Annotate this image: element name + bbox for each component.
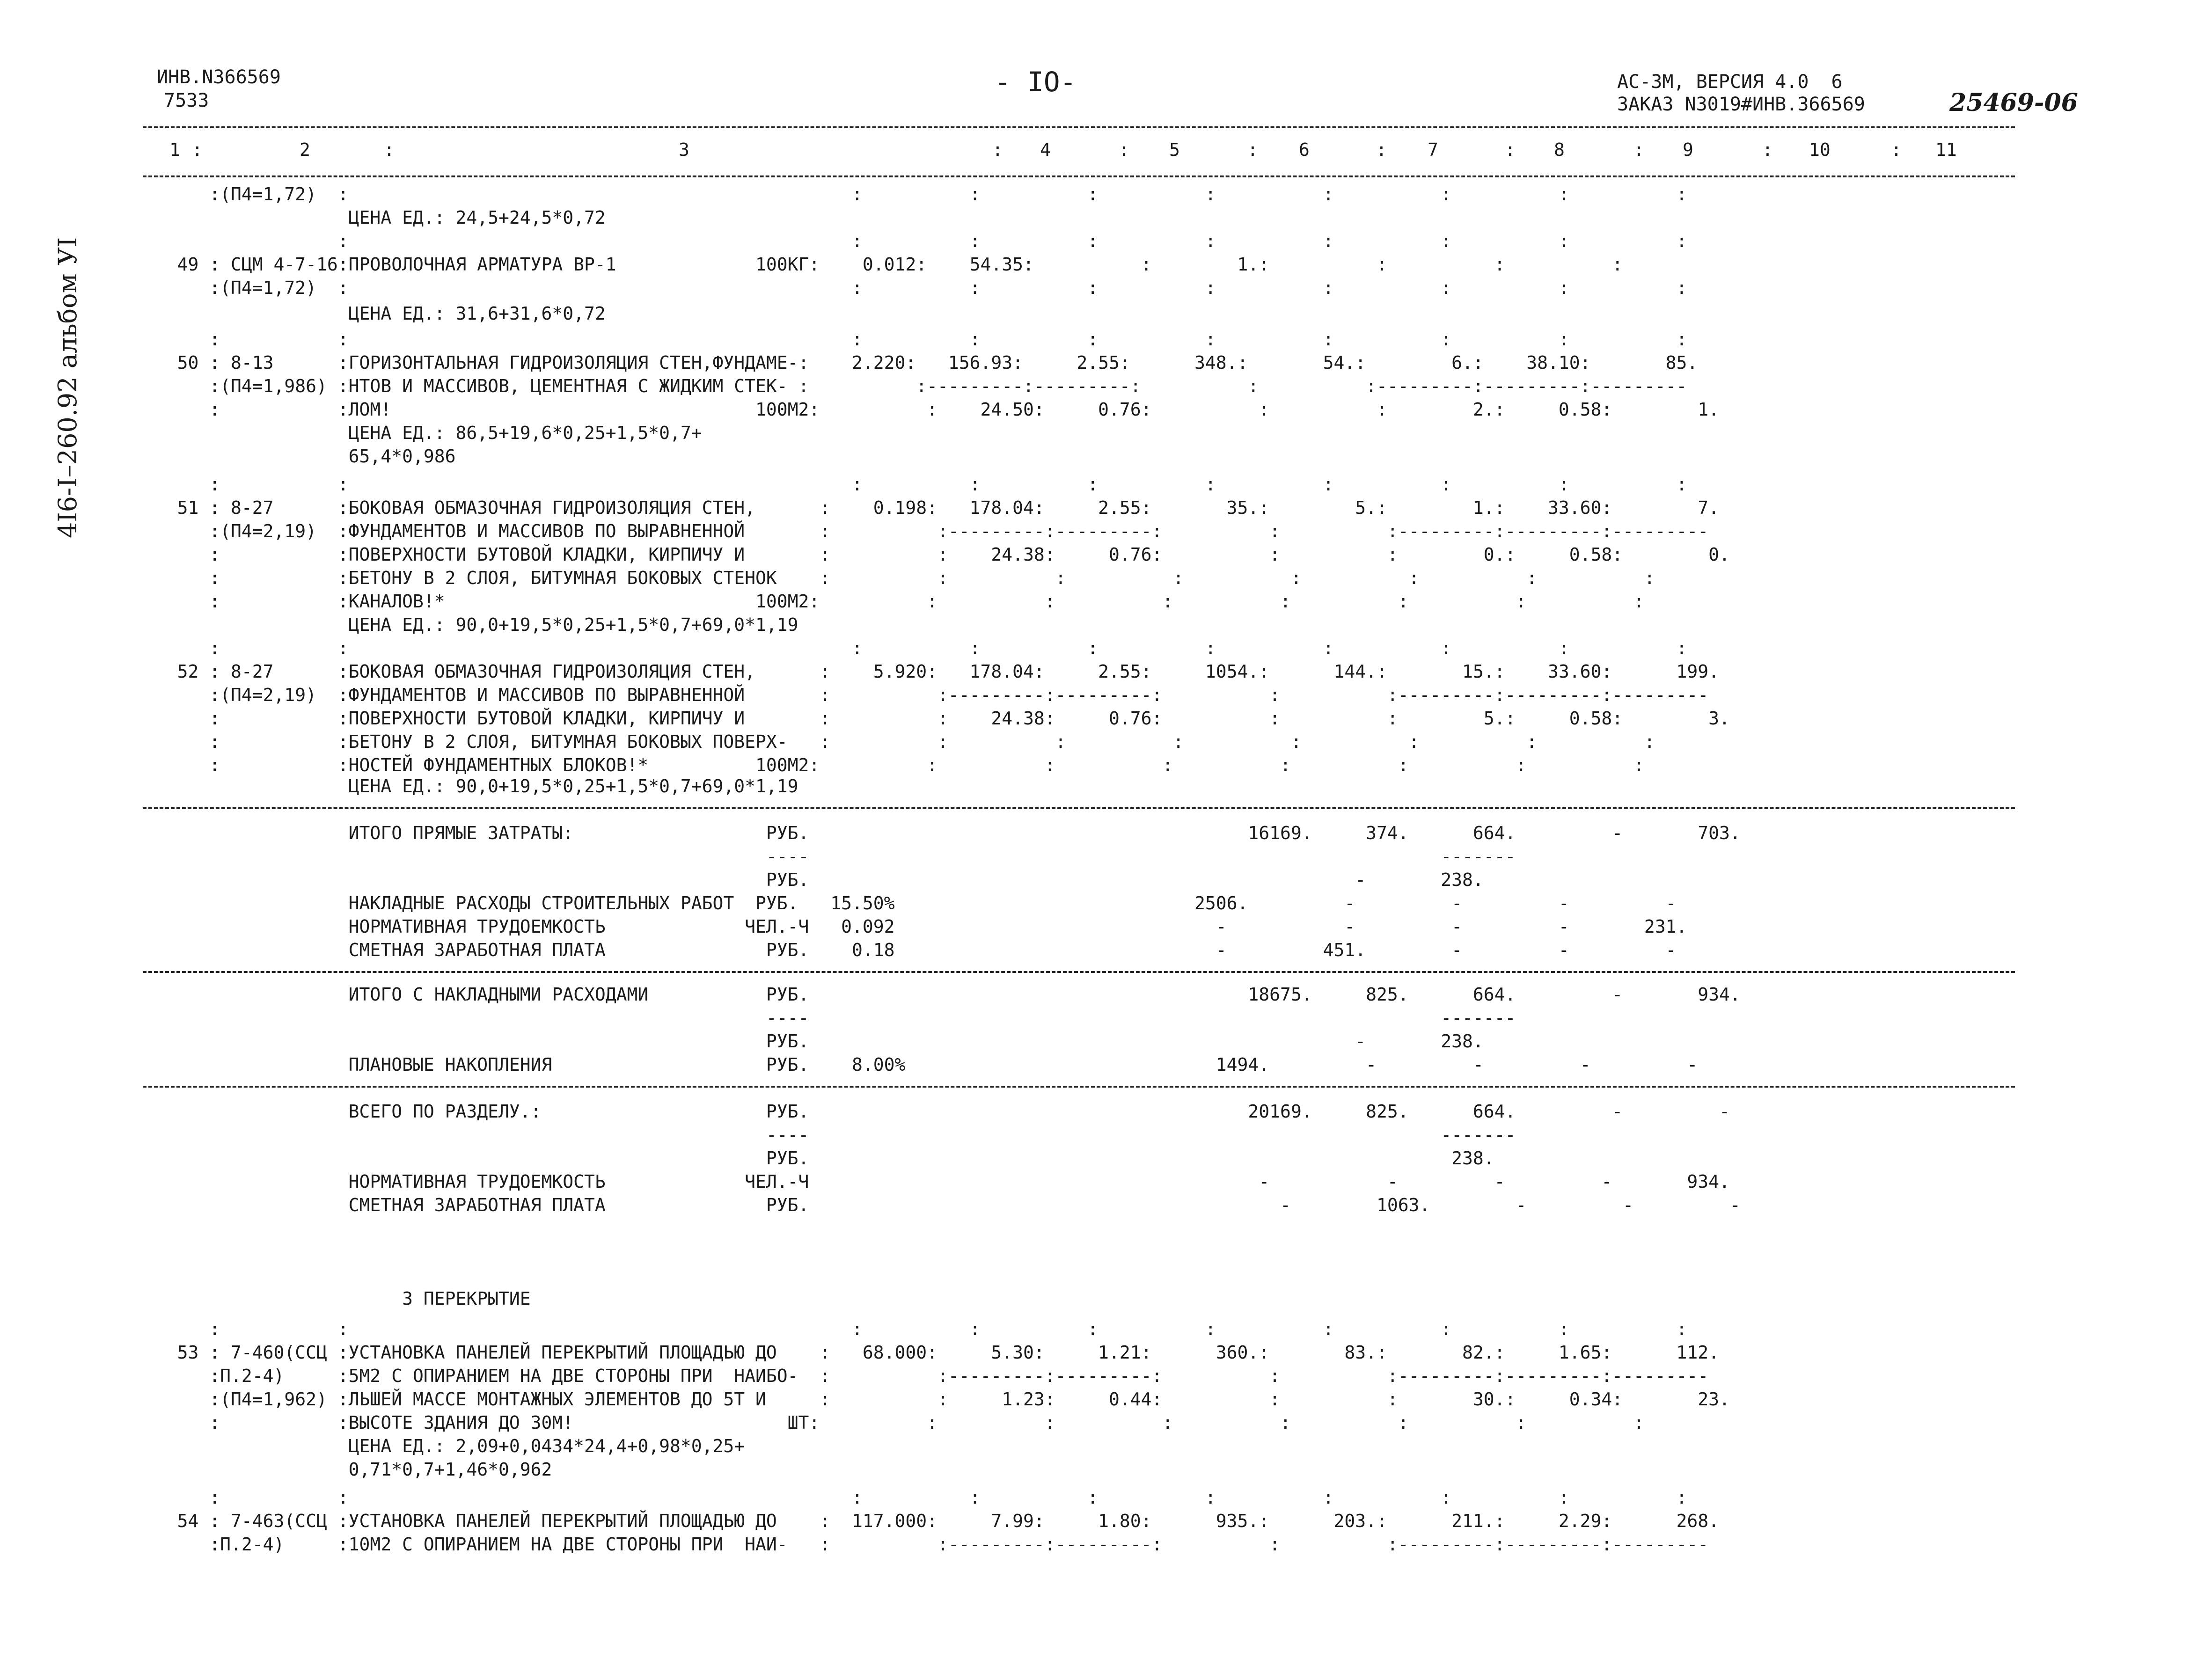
summary-line: ---- -------: [145, 1008, 1516, 1028]
row-line: 53 : 7-460(ССЦ :УСТАНОВКА ПАНЕЛЕЙ ПЕРЕКРЫТИЙ ПЛОЩАДЬЮ ДО : 68.000: 5.30: 1.21: 360.: 83.: 82.: 1.65: 112.: [145, 1342, 1720, 1363]
row-line: :(П4=2,19) :ФУНДАМЕНТОВ И МАССИВОВ ПО ВЫРАВНЕННОЙ : :---------:---------: : :---------:---------:---------: [145, 521, 1709, 541]
col-1: 1: [169, 139, 180, 160]
version-line: АС-3М, ВЕРСИЯ 4.0 6: [1617, 71, 1843, 93]
col-4: 4: [1040, 139, 1051, 160]
col-10: 10: [1809, 139, 1831, 160]
row-line: 0,71*0,7+1,46*0,962: [145, 1459, 552, 1480]
album-side-label: 4I6-I–260.92 альбом УI: [53, 237, 82, 538]
col-2: 2: [300, 139, 310, 160]
row-line: 52 : 8-27 :БОКОВАЯ ОБМАЗОЧНАЯ ГИДРОИЗОЛЯЦИЯ СТЕН, : 5.920: 178.04: 2.55: 1054.: 144.: 15.: 33.60: 199.: [145, 661, 1720, 682]
row-line: : :ПОВЕРХНОСТИ БУТОВОЙ КЛАДКИ, КИРПИЧУ И : : 24.38: 0.76: : : 5.: 0.58: 3.: [145, 708, 1730, 729]
summary-line: ИТОГО ПРЯМЫЕ ЗАТРАТЫ: РУБ. 16169. 374. 664. - 703.: [145, 823, 1741, 843]
row-line: :П.2-4) :10М2 С ОПИРАНИЕМ НА ДВЕ СТОРОНЫ ПРИ НАИ- : :---------:---------: : :---------:---------:---------: [145, 1534, 1709, 1555]
row-line: :(П4=1,72) : : : : : : : : :: [145, 278, 1687, 298]
row-line: :(П4=2,19) :ФУНДАМЕНТОВ И МАССИВОВ ПО ВЫРАВНЕННОЙ : :---------:---------: : :---------:---------:---------: [145, 685, 1709, 705]
row-line: : : : : : : : : : :: [145, 1319, 1687, 1339]
row-line: : : : : : : : : : :: [145, 638, 1687, 658]
row-line: ЦЕНА ЕД.: 2,09+0,0434*24,4+0,98*0,25+: [145, 1436, 745, 1456]
row-line: ЦЕНА ЕД.: 86,5+19,6*0,25+1,5*0,7+: [145, 423, 702, 443]
summary-line: ПЛАНОВЫЕ НАКОПЛЕНИЯ РУБ. 8.00% 1494. - - - -: [145, 1054, 1698, 1075]
summary-line: РУБ. - 238.: [145, 870, 1484, 890]
row-line: : :ПОВЕРХНОСТИ БУТОВОЙ КЛАДКИ, КИРПИЧУ И : : 24.38: 0.76: : : 0.: 0.58: 0.: [145, 544, 1730, 565]
row-line: :(П4=1,962) :ЛЬШЕЙ МАССЕ МОНТАЖНЫХ ЭЛЕМЕНТОВ ДО 5Т И : : 1.23: 0.44: : : 30.: 0.34: 23.: [145, 1389, 1730, 1410]
row-line: 51 : 8-27 :БОКОВАЯ ОБМАЗОЧНАЯ ГИДРОИЗОЛЯЦИЯ СТЕН, : 0.198: 178.04: 2.55: 35.: 5.: 1.: 33.60: 7.: [145, 497, 1720, 518]
row-line: ЦЕНА ЕД.: 24,5+24,5*0,72: [145, 207, 606, 228]
summary-line: НАКЛАДНЫЕ РАСХОДЫ СТРОИТЕЛЬНЫХ РАБОТ РУБ. 15.50% 2506. - - - -: [145, 893, 1677, 914]
summary-line: РУБ. - 238.: [145, 1031, 1484, 1052]
header-rule-bottom: [143, 175, 2015, 177]
summary-line: ---- -------: [145, 1125, 1516, 1145]
row-line: :(П4=1,72) : : : : : : : : :: [145, 184, 1687, 205]
col-6: 6: [1299, 139, 1310, 160]
row-line: ЦЕНА ЕД.: 90,0+19,5*0,25+1,5*0,7+69,0*1,19: [145, 614, 798, 635]
summary-line: ВСЕГО ПО РАЗДЕЛУ.: РУБ. 20169. 825. 664. - -: [145, 1101, 1730, 1122]
row-line: ЦЕНА ЕД.: 31,6+31,6*0,72: [145, 303, 606, 324]
row-line: : : : : : : : : : :: [145, 329, 1687, 350]
row-line: : :ЛОМ! 100М2: : 24.50: 0.76: : : 2.: 0.58: 1.: [145, 399, 1720, 420]
summary-line: СМЕТНАЯ ЗАРАБОТНАЯ ПЛАТА РУБ. - 1063. - - -: [145, 1195, 1741, 1215]
row-line: :(П4=1,986) :НТОВ И МАССИВОВ, ЦЕМЕНТНАЯ С ЖИДКИМ СТЕК- : :---------:---------: : :---------:---------:---------: [145, 376, 1687, 396]
row-line: : : : : : : : : : :: [145, 1487, 1687, 1508]
row-line: : : : : : : : : : :: [145, 474, 1687, 495]
inventory-number: ИНВ.N366569: [157, 66, 281, 88]
sheet-number: 7533: [164, 90, 209, 111]
summary-line: ИТОГО С НАКЛАДНЫМИ РАСХОДАМИ РУБ. 18675. 825. 664. - 934.: [145, 984, 1741, 1005]
row-line: 49 : СЦМ 4-7-16:ПРОВОЛОЧНАЯ АРМАТУРА ВР-1 100КГ: 0.012: 54.35: : 1.: : : :: [145, 254, 1623, 275]
row-line: ЦЕНА ЕД.: 90,0+19,5*0,25+1,5*0,7+69,0*1,19: [145, 776, 798, 797]
col-11: 11: [1935, 139, 1957, 160]
summary-line: СМЕТНАЯ ЗАРАБОТНАЯ ПЛАТА РУБ. 0.18 - 451. - - -: [145, 940, 1677, 960]
order-line: ЗАКАЗ N3019#ИНВ.366569: [1617, 94, 1865, 115]
row-line: : : : : : : : : :: [145, 231, 1687, 251]
summary-line: НОРМАТИВНАЯ ТРУДОЕМКОСТЬ ЧЕЛ.-Ч - - - - 934.: [145, 1171, 1730, 1192]
section-rule: [143, 971, 2015, 973]
header-rule-top: [143, 126, 2015, 128]
row-line: 50 : 8-13 :ГОРИЗОНТАЛЬНАЯ ГИДРОИЗОЛЯЦИЯ СТЕН,ФУНДАМЕ-: 2.220: 156.93: 2.55: 348.: 54.: 6.: 38.10: 85.: [145, 352, 1698, 373]
handwritten-number: 25469-06: [1949, 88, 2078, 117]
row-line: : :БЕТОНУ В 2 СЛОЯ, БИТУМНАЯ БОКОВЫХ ПОВЕРХ- : : : : : : : :: [145, 731, 1655, 752]
row-line: : :БЕТОНУ В 2 СЛОЯ, БИТУМНАЯ БОКОВЫХ СТЕНОК : : : : : : : :: [145, 568, 1655, 588]
col-3: 3: [679, 139, 689, 160]
col-9: 9: [1683, 139, 1693, 160]
col-8: 8: [1554, 139, 1565, 160]
summary-line: РУБ. 238.: [145, 1148, 1494, 1169]
row-line: : :КАНАЛОВ!* 100М2: : : : : : : :: [145, 591, 1644, 612]
page-number: - IO-: [995, 66, 1077, 98]
col-7: 7: [1428, 139, 1438, 160]
col-5: 5: [1169, 139, 1180, 160]
section-rule: [143, 1086, 2015, 1088]
row-line: 54 : 7-463(ССЦ :УСТАНОВКА ПАНЕЛЕЙ ПЕРЕКРЫТИЙ ПЛОЩАДЬЮ ДО : 117.000: 7.99: 1.80: 935.: 203.: 211.: 2.29: 268.: [145, 1511, 1720, 1531]
row-line: :П.2-4) :5М2 С ОПИРАНИЕМ НА ДВЕ СТОРОНЫ ПРИ НАИБО- : :---------:---------: : :---------:---------:---------: [145, 1366, 1709, 1386]
row-line: 65,4*0,986: [145, 446, 456, 467]
row-line: : :НОСТЕЙ ФУНДАМЕНТНЫХ БЛОКОВ!* 100М2: : : : : : : :: [145, 755, 1644, 775]
summary-line: НОРМАТИВНАЯ ТРУДОЕМКОСТЬ ЧЕЛ.-Ч 0.092 - - - - 231.: [145, 916, 1687, 937]
section-title: 3 ПЕРЕКРЫТИЕ: [145, 1288, 531, 1309]
summary-line: ---- -------: [145, 846, 1516, 867]
row-line: : :ВЫСОТЕ ЗДАНИЯ ДО 30М! ШТ: : : : : : : :: [145, 1412, 1644, 1433]
section-rule: [143, 807, 2015, 809]
